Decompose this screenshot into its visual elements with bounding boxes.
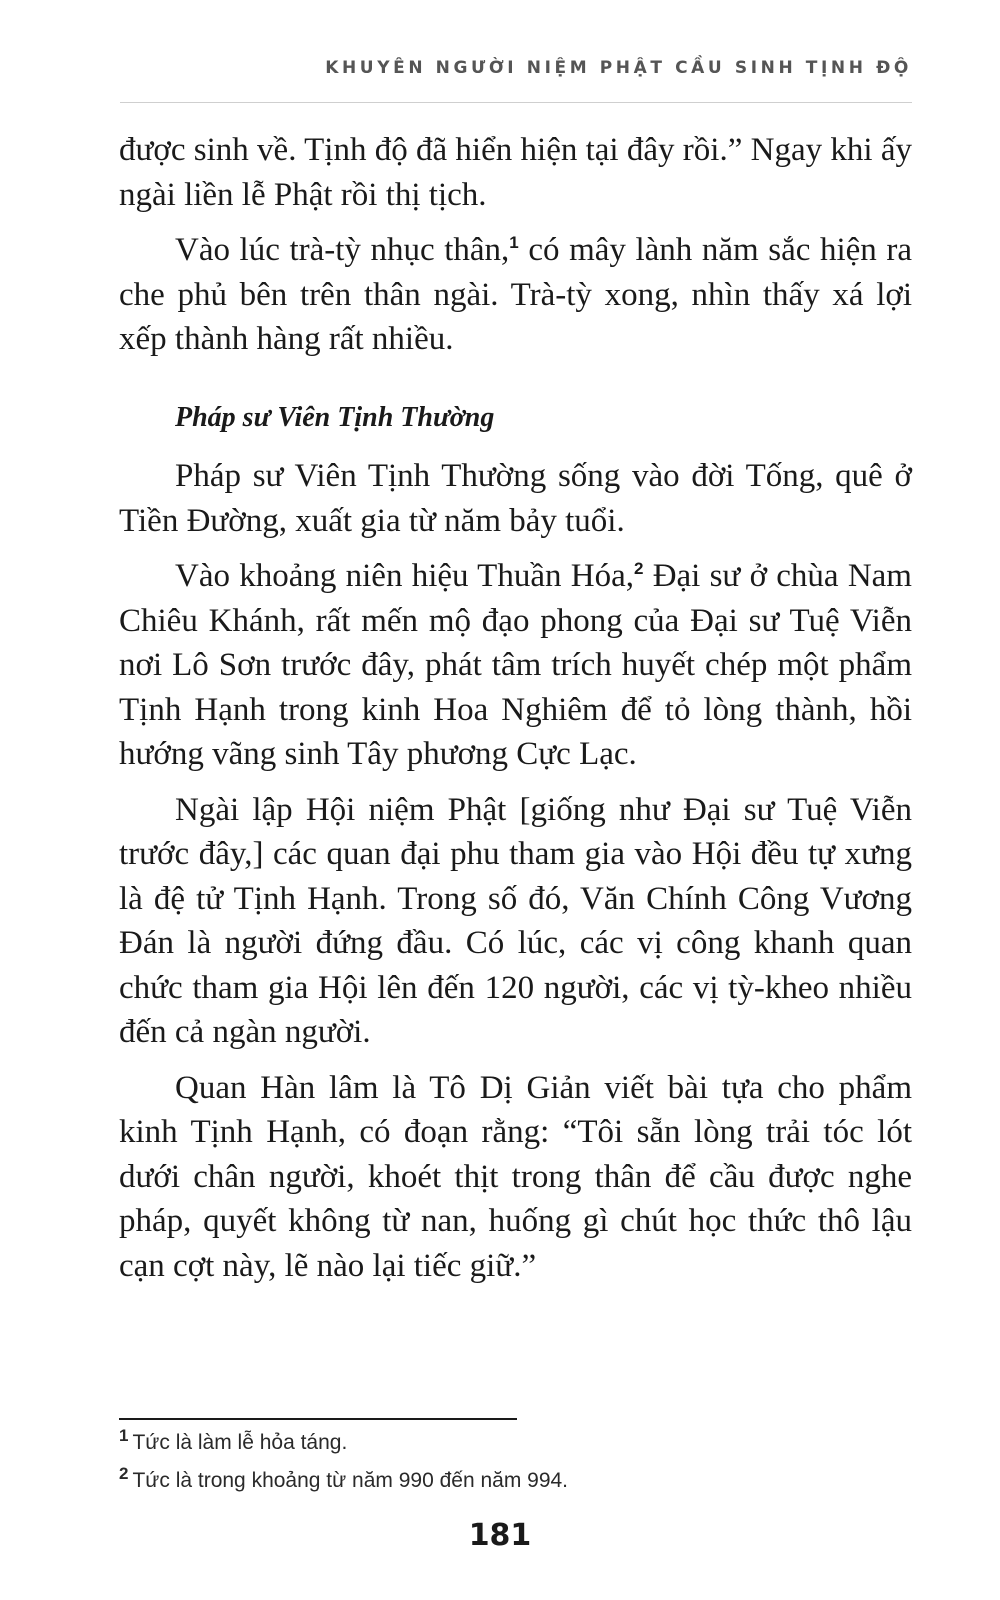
footnote-text: Tức là trong khoảng từ năm 990 đến năm 994. [132, 1469, 569, 1492]
footnote-reference: 2 [633, 559, 644, 578]
footnote-item [119, 1462, 912, 1500]
main-text [119, 128, 912, 1299]
section-heading: Pháp sư Viên Tịnh Thường [175, 401, 495, 433]
paragraph-society: Ngài lập Hội niệm Phật [giống như Đại sư Tuệ Viễn trước đây,] các quan đại phu tham gia vào Hội đều tự xưng là đệ tử Tịnh Hạnh. Trong số đó, Văn Chính Công Vương Đán là người đứng đầu. Có lúc, các vị công khanh quan chức tham gia Hội lên đến 120 người, các vị tỳ-kheo nhiều đến cả ngàn người. [119, 791, 912, 1050]
header-divider [120, 102, 912, 103]
footnote-reference: 1 [509, 233, 519, 252]
footnote-text: Tức là làm lễ hỏa táng. [132, 1431, 348, 1454]
paragraph-continuation: được sinh về. Tịnh độ đã hiển hiện tại đây rồi.” Ngay khi ấy ngài liền lễ Phật rồi thị tịch. [119, 132, 912, 213]
footnote-divider [119, 1418, 517, 1420]
paragraph-text: Đại sư ở chùa Nam Chiêu Khánh, rất mến mộ đạo phong của Đại sư Tuệ Viễn nơi Lô Sơn trước đây, phát tâm trích huyết chép một phẩm Tịnh Hạnh trong kinh Hoa Nghiêm để tỏ lòng thành, hồi hướng vãng sinh Tây phương Cực Lạc. [119, 558, 912, 772]
footnote-number: 1 [119, 1426, 129, 1445]
paragraph-preface: Quan Hàn lâm là Tô Dị Giản viết bài tựa cho phẩm kinh Tịnh Hạnh, có đoạn rằng: “Tôi sẵn lòng trải tóc lót dưới chân người, khoét thịt trong thân để cầu được nghe pháp, quyết không từ nan, huống gì chút học thức thô lậu cạn cợt này, lẽ nào lại tiếc giữ.” [119, 1069, 912, 1284]
paragraph-thuan-hoa [119, 554, 912, 777]
paragraph-intro: Pháp sư Viên Tịnh Thường sống vào đời Tống, quê ở Tiền Đường, xuất gia từ năm bảy tuổi. [119, 458, 912, 539]
page-number: 181 [468, 1518, 532, 1553]
paragraph-cremation [119, 228, 912, 362]
paragraph-text: Vào khoảng niên hiệu Thuần Hóa, [175, 558, 634, 594]
footnote-number: 2 [119, 1464, 129, 1483]
paragraph-text: Vào lúc trà-tỳ nhục thân, [175, 232, 510, 268]
running-header: KHUYÊN NGƯỜI NIỆM PHẬT CẦU SINH TỊNH ĐỘ [325, 58, 912, 78]
paragraph-text: có mây lành năm sắc hiện ra che phủ bên trên thân ngài. Trà-tỳ xong, nhìn thấy xá lợi xếp thành hàng rất nhiều. [119, 232, 913, 357]
footnotes [119, 1424, 912, 1500]
footnote-item [119, 1424, 912, 1462]
